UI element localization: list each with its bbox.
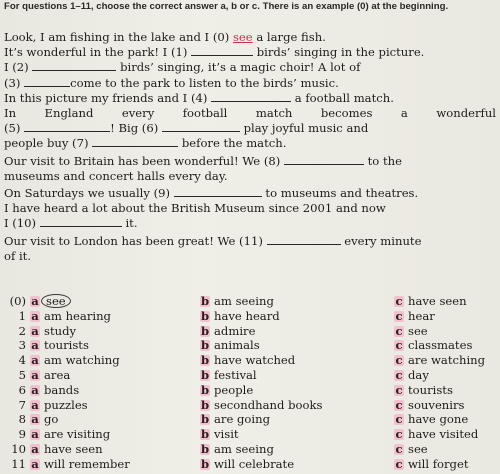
option-letter-b: b	[200, 323, 210, 338]
text-fragment: I (10)	[4, 216, 37, 231]
circled-answer: see	[41, 294, 71, 308]
option-text: admire	[214, 323, 256, 338]
question-number: 1	[18, 308, 26, 323]
option-text: souvenirs	[408, 397, 465, 412]
text-fragment: a large fish.	[256, 30, 326, 44]
option-row-11	[4, 457, 498, 472]
option-letter-b: b	[200, 382, 210, 397]
option-letter-c: c	[395, 367, 403, 382]
option-c[interactable]	[394, 457, 469, 472]
option-letter-c: c	[395, 382, 403, 397]
option-letter-a: a	[31, 441, 39, 456]
option-row-10	[4, 442, 498, 457]
option-c[interactable]	[394, 398, 464, 413]
option-a[interactable]	[30, 353, 120, 368]
option-text: classmates	[408, 338, 473, 353]
gap-6[interactable]	[162, 121, 240, 132]
option-row-2	[4, 324, 498, 339]
question-number: 8	[18, 412, 26, 427]
option-text: visit	[214, 427, 239, 442]
option-letter-a: a	[31, 353, 39, 368]
option-letter-a: a	[31, 382, 39, 397]
question-number: 2	[18, 323, 26, 338]
option-letter-a: a	[31, 308, 39, 323]
option-c[interactable]	[394, 427, 478, 442]
question-number: 7	[18, 397, 26, 412]
option-c[interactable]	[394, 294, 467, 309]
option-a[interactable]	[30, 368, 70, 383]
gap-10[interactable]	[40, 216, 122, 227]
option-text: secondhand books	[214, 397, 323, 412]
option-text: am seeing	[214, 441, 274, 456]
option-b[interactable]	[200, 383, 253, 398]
option-text: have watched	[214, 353, 296, 368]
option-text: animals	[214, 338, 260, 353]
paragraph-4	[4, 186, 496, 232]
option-letter-b: b	[200, 367, 210, 382]
paragraph-1	[4, 45, 496, 91]
text-fragment: I have heard a lot about the British Museum since 2001 and now	[4, 201, 386, 216]
option-text: are visiting	[44, 427, 111, 442]
option-letter-c: c	[395, 412, 403, 427]
question-number: 3	[18, 338, 26, 353]
option-letter-b: b	[200, 353, 210, 368]
option-text: are going	[214, 412, 270, 427]
paragraph-5	[4, 234, 496, 264]
option-text: have gone	[408, 412, 469, 427]
gap-7[interactable]	[92, 136, 178, 147]
option-letter-c: c	[395, 353, 403, 368]
option-letter-b: b	[200, 427, 210, 442]
option-b[interactable]	[200, 309, 280, 324]
option-row-6	[4, 383, 498, 398]
option-letter-c: c	[395, 294, 403, 308]
gap-5[interactable]	[24, 121, 110, 132]
task-instruction: For questions 1–11, choose the correct answer a, b or c. There is an example (0) at the beginning.	[4, 1, 449, 12]
text-fragment: museums and concert halls every day.	[4, 168, 228, 183]
option-b[interactable]	[200, 412, 270, 427]
option-text: will celebrate	[214, 456, 295, 471]
question-number: 5	[18, 367, 26, 382]
option-text: hear	[408, 308, 435, 323]
option-c[interactable]	[394, 338, 472, 353]
text-fragment: ! Big (6)	[110, 121, 159, 136]
option-row-1	[4, 309, 498, 324]
gap-3[interactable]	[24, 76, 70, 87]
question-number: 9	[18, 427, 26, 442]
option-text: have seen	[408, 294, 467, 308]
gap-11[interactable]	[267, 234, 341, 245]
option-c[interactable]	[394, 412, 468, 427]
option-text: have visited	[408, 427, 479, 442]
option-c[interactable]	[394, 442, 428, 457]
text-fragment: every minute	[344, 233, 422, 248]
option-b[interactable]	[200, 457, 294, 472]
option-text: study	[44, 323, 77, 338]
option-letter-c: c	[395, 397, 403, 412]
option-c[interactable]	[394, 353, 485, 368]
text-fragment: Our visit to Britain has been wonderful! We (8)	[4, 153, 281, 168]
option-text: have heard	[214, 308, 280, 323]
option-row-3	[4, 338, 498, 353]
option-letter-c: c	[395, 427, 403, 442]
text-fragment: birds’ singing, it’s a magic choir! A lot of	[120, 60, 361, 75]
text-fragment: birds’ singing in the picture.	[256, 45, 425, 60]
text-fragment: In this picture my friends and I (4)	[4, 90, 208, 105]
option-letter-a: a	[31, 294, 39, 308]
option-c[interactable]	[394, 309, 435, 324]
text-fragment: play joyful music and	[243, 121, 369, 136]
option-text: festival	[214, 367, 257, 382]
gap-fill-text	[4, 30, 496, 264]
option-row-4	[4, 353, 498, 368]
paragraph-3	[4, 154, 496, 184]
option-a[interactable]	[30, 309, 111, 324]
example-answer: see	[232, 30, 253, 44]
gap-2[interactable]	[32, 60, 116, 71]
option-c[interactable]	[394, 383, 453, 398]
option-letter-c: c	[395, 308, 403, 323]
option-text: tourists	[408, 382, 453, 397]
option-a[interactable]	[30, 294, 71, 309]
option-text: people	[214, 382, 254, 397]
option-row-8	[4, 412, 498, 427]
option-a[interactable]	[30, 442, 103, 457]
gap-9[interactable]	[174, 186, 262, 197]
option-b[interactable]	[200, 294, 274, 309]
option-a[interactable]	[30, 324, 76, 339]
text-fragment: In England every football match becomes a wonderful	[4, 106, 496, 121]
paragraph-2	[4, 91, 496, 152]
option-b[interactable]	[200, 338, 260, 353]
text-fragment: Our visit to London has been great! We (11)	[4, 233, 263, 248]
option-letter-c: c	[395, 456, 403, 471]
option-letter-a: a	[31, 397, 39, 412]
gap-4[interactable]	[211, 91, 291, 102]
option-text: bands	[44, 382, 80, 397]
text-fragment: On Saturdays we usually (9)	[4, 186, 171, 201]
option-row-7	[4, 398, 498, 413]
text-fragment: Look, I am fishing in the lake and I (0)	[4, 30, 230, 44]
option-text: am seeing	[214, 294, 274, 308]
option-letter-a: a	[31, 338, 39, 353]
option-text: have seen	[44, 441, 103, 456]
option-text: see	[408, 323, 428, 338]
option-text: puzzles	[44, 397, 88, 412]
option-a[interactable]	[30, 457, 130, 472]
text-fragment: of it.	[4, 248, 32, 263]
option-text: day	[408, 367, 429, 382]
answer-options-table	[4, 294, 498, 472]
text-fragment: people buy (7)	[4, 136, 89, 151]
option-text: see	[408, 441, 428, 456]
option-b[interactable]	[200, 324, 255, 339]
option-text: go	[44, 412, 59, 427]
option-b[interactable]	[200, 398, 322, 413]
option-letter-b: b	[200, 338, 210, 353]
question-number: 10	[11, 441, 26, 456]
option-b[interactable]	[200, 442, 274, 457]
option-letter-a: a	[31, 323, 39, 338]
question-number: 11	[11, 456, 26, 471]
text-fragment: (5)	[4, 121, 21, 136]
question-number: 6	[18, 382, 26, 397]
option-letter-a: a	[31, 456, 39, 471]
text-fragment: It’s wonderful in the park! I (1)	[4, 45, 188, 60]
option-a[interactable]	[30, 398, 88, 413]
option-letter-b: b	[200, 441, 210, 456]
question-number: (0)	[9, 294, 26, 308]
option-letter-a: a	[31, 427, 39, 442]
text-fragment: it.	[125, 216, 138, 231]
option-b[interactable]	[200, 368, 257, 383]
option-c[interactable]	[394, 368, 429, 383]
option-text: tourists	[44, 338, 89, 353]
option-letter-c: c	[395, 441, 403, 456]
option-c[interactable]	[394, 324, 428, 339]
option-letter-b: b	[200, 308, 210, 323]
option-a[interactable]	[30, 412, 58, 427]
option-row-5	[4, 368, 498, 383]
gap-8[interactable]	[284, 154, 364, 165]
option-row-9	[4, 427, 498, 442]
option-text: am watching	[44, 353, 120, 368]
text-fragment: to the	[367, 153, 402, 168]
option-letter-a: a	[31, 412, 39, 427]
option-letter-b: b	[200, 412, 210, 427]
option-row-example	[4, 294, 498, 309]
option-letter-c: c	[395, 338, 403, 353]
option-letter-c: c	[395, 323, 403, 338]
option-a[interactable]	[30, 338, 89, 353]
option-a[interactable]	[30, 383, 79, 398]
option-b[interactable]	[200, 353, 295, 368]
option-b[interactable]	[200, 427, 239, 442]
option-letter-b: b	[200, 397, 210, 412]
option-letter-a: a	[31, 367, 39, 382]
gap-1[interactable]	[191, 45, 253, 56]
option-letter-b: b	[200, 294, 210, 308]
text-fragment: a football match.	[294, 90, 394, 105]
option-text: am hearing	[44, 308, 111, 323]
text-fragment: (3)	[4, 75, 21, 90]
option-text: area	[44, 367, 71, 382]
text-fragment: I (2)	[4, 60, 29, 75]
option-a[interactable]	[30, 427, 110, 442]
text-fragment: come to the park to listen to the birds’ music.	[70, 75, 339, 90]
option-text: will remember	[44, 456, 130, 471]
text-fragment: before the match.	[181, 136, 287, 151]
option-text: will forget	[408, 456, 469, 471]
paragraph-0	[4, 30, 496, 45]
option-text: are watching	[408, 353, 486, 368]
text-fragment: to museums and theatres.	[265, 186, 419, 201]
option-letter-b: b	[200, 456, 210, 471]
question-number: 4	[18, 353, 26, 368]
